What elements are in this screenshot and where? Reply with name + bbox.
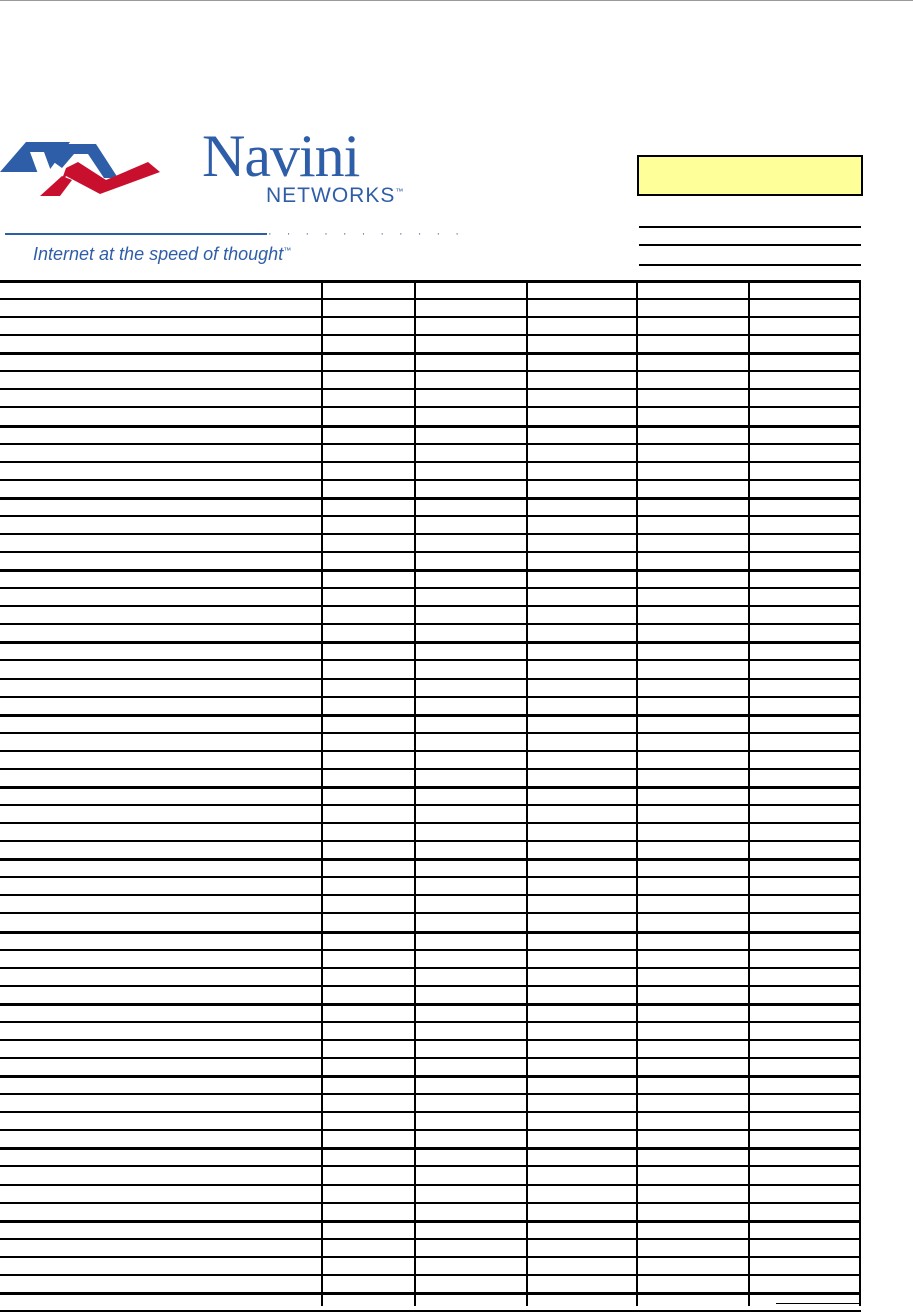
table-row-line xyxy=(0,840,861,842)
table-row-line xyxy=(0,750,861,752)
table-row-line xyxy=(0,1292,861,1295)
table-row-line xyxy=(0,1238,861,1240)
table-row-line xyxy=(0,605,861,607)
logo-dots: · · · · · · · · · · · xyxy=(268,228,465,240)
table-row-line xyxy=(0,623,861,625)
logo-tagline: Internet at the speed of thought™ xyxy=(33,244,292,264)
table-row-line xyxy=(0,352,861,355)
table-row-line xyxy=(0,967,861,969)
table-row-line xyxy=(0,298,861,300)
table-row-line xyxy=(0,696,861,698)
table-row-line xyxy=(0,1093,861,1095)
table-row-line xyxy=(0,931,861,934)
table-row-line xyxy=(0,732,861,734)
table-row-line xyxy=(0,569,861,572)
table-row-line xyxy=(0,876,861,878)
table-corner-line xyxy=(776,1303,860,1304)
table-row-line xyxy=(0,1256,861,1258)
table-row-line xyxy=(0,1075,861,1078)
table-row-line xyxy=(0,1184,861,1186)
table-column-line xyxy=(748,280,750,1306)
table-row-line xyxy=(0,443,861,445)
table-column-line xyxy=(859,280,861,1306)
table-row-line xyxy=(0,515,861,517)
logo-subbrand: NETWORKS™ xyxy=(266,184,404,207)
table-row-line xyxy=(0,894,861,896)
table-column-line xyxy=(321,280,323,1306)
table-row-line xyxy=(0,316,861,318)
form-line-1[interactable] xyxy=(639,226,861,228)
table-row-line xyxy=(0,551,861,553)
table-row-line xyxy=(0,1165,861,1167)
table-row-line xyxy=(0,1021,861,1023)
table-row-line xyxy=(0,949,861,951)
table-row-line xyxy=(0,1274,861,1276)
form-line-2[interactable] xyxy=(639,244,861,246)
table-row-line xyxy=(0,1220,861,1223)
table-row-line xyxy=(0,461,861,463)
table-row-line xyxy=(0,858,861,861)
table-row-line xyxy=(0,334,861,336)
table-row-line xyxy=(0,659,861,661)
table-column-line xyxy=(526,280,528,1306)
table-row-line xyxy=(0,786,861,789)
table-row-line xyxy=(0,370,861,372)
table-row-line xyxy=(0,425,861,428)
highlight-field[interactable] xyxy=(637,155,863,196)
table-row-line xyxy=(0,641,861,644)
table-column-line xyxy=(414,280,416,1306)
table-row-line xyxy=(0,388,861,390)
table-row-line xyxy=(0,678,861,680)
navini-logo-mark-icon xyxy=(0,138,165,205)
table-row-line xyxy=(0,1202,861,1204)
page-top-rule xyxy=(0,0,913,1)
table-row-line xyxy=(0,768,861,770)
logo-brand-name: Navini xyxy=(202,123,360,189)
table-row-line xyxy=(0,1039,861,1041)
table-column-line xyxy=(636,280,638,1306)
table-row-line xyxy=(0,1003,861,1006)
table-row-line xyxy=(0,280,861,283)
table-row-line xyxy=(0,804,861,806)
logo-underline xyxy=(5,233,267,235)
table-row-line xyxy=(0,1129,861,1131)
table-row-line xyxy=(0,822,861,824)
table-row-line xyxy=(0,714,861,717)
table-row-line xyxy=(0,1057,861,1059)
table-row-line xyxy=(0,479,861,481)
table-row-line xyxy=(0,587,861,589)
table-row-line xyxy=(0,406,861,408)
table-row-line xyxy=(0,533,861,535)
table-row-line xyxy=(0,985,861,987)
table-row-line xyxy=(0,912,861,914)
table-row-line xyxy=(0,497,861,500)
table-row-line xyxy=(0,1147,861,1150)
table-row-line xyxy=(0,1111,861,1113)
form-line-3[interactable] xyxy=(639,264,861,266)
